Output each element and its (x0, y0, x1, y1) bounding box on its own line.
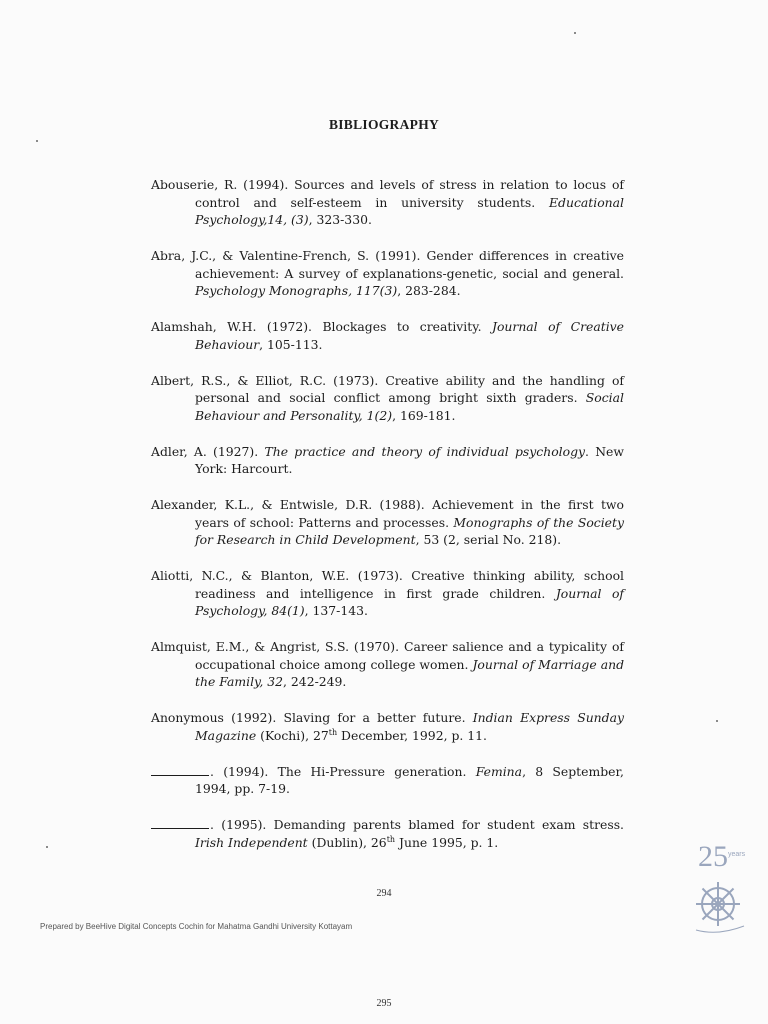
anniversary-logo (694, 836, 760, 936)
bibliography-entry: Abouserie, R. (1994). Sources and levels of stress in relation to locus of control and self-esteem in university students. Educational Psychology,14, (3), 323-330. (151, 177, 624, 227)
bibliography-entry: Anonymous (1992). Slaving for a better future. Indian Express Sunday Magazine (Kochi), 27th December, 1992, p. 11. (151, 710, 624, 743)
logo-sub: years (728, 851, 746, 858)
bibliography-entry: Almquist, E.M., & Angrist, S.S. (1970). Career salience and a typicality of occupational choice among college women. Journal of Marriage and the Family, 32, 242-249. (151, 639, 624, 689)
bibliography-entry: Abra, J.C., & Valentine-French, S. (1991). Gender differences in creative achievement: A survey of explanations-genetic, social and general. Psychology Monographs, 117(3), 283-284. (151, 248, 624, 298)
page-number-bottom: 295 (376, 998, 392, 1009)
bibliography-entry: Alamshah, W.H. (1972). Blockages to creativity. Journal of Creative Behaviour, 105-113. (151, 319, 624, 352)
logo-number: 25 (698, 840, 728, 873)
bibliography-entry: . (1995). Demanding parents blamed for student exam stress. Irish Independent (Dublin), 26th June 1995, p. 1. (151, 816, 624, 851)
footer-credit: Prepared by BeeHive Digital Concepts Cochin for Mahatma Gandhi University Kottayam (40, 922, 353, 931)
bibliography-entry: . (1994). The Hi-Pressure generation. Femina, 8 September, 1994, pp. 7-19. (151, 763, 624, 798)
scan-speck (574, 32, 576, 34)
bibliography-list (151, 176, 624, 870)
scan-speck (36, 140, 38, 142)
bibliography-entry: Adler, A. (1927). The practice and theory of individual psychology. New York: Harcourt. (151, 443, 624, 476)
scan-speck (716, 720, 718, 722)
page-title: BIBLIOGRAPHY (328, 117, 440, 132)
bibliography-entry: Aliotti, N.C., & Blanton, W.E. (1973). Creative thinking ability, school readiness and intelligence in first grade children. Journal of Psychology, 84(1), 137-143. (151, 568, 624, 618)
bibliography-entry: Alexander, K.L., & Entwisle, D.R. (1988). Achievement in the first two years of school: Patterns and processes. Monographs of the Society for Research in Child Development, 53 (2, serial No. 218). (151, 497, 624, 547)
bibliography-entry: Albert, R.S., & Elliot, R.C. (1973). Creative ability and the handling of personal and social conflict among bright sixth graders. Social Behaviour and Personality, 1(2), 169-181. (151, 372, 624, 423)
page-number: 294 (376, 888, 392, 899)
author-repeat-line (151, 818, 209, 829)
author-repeat-line (151, 765, 209, 776)
ship-wheel-icon (694, 836, 760, 936)
scan-speck (46, 846, 48, 848)
